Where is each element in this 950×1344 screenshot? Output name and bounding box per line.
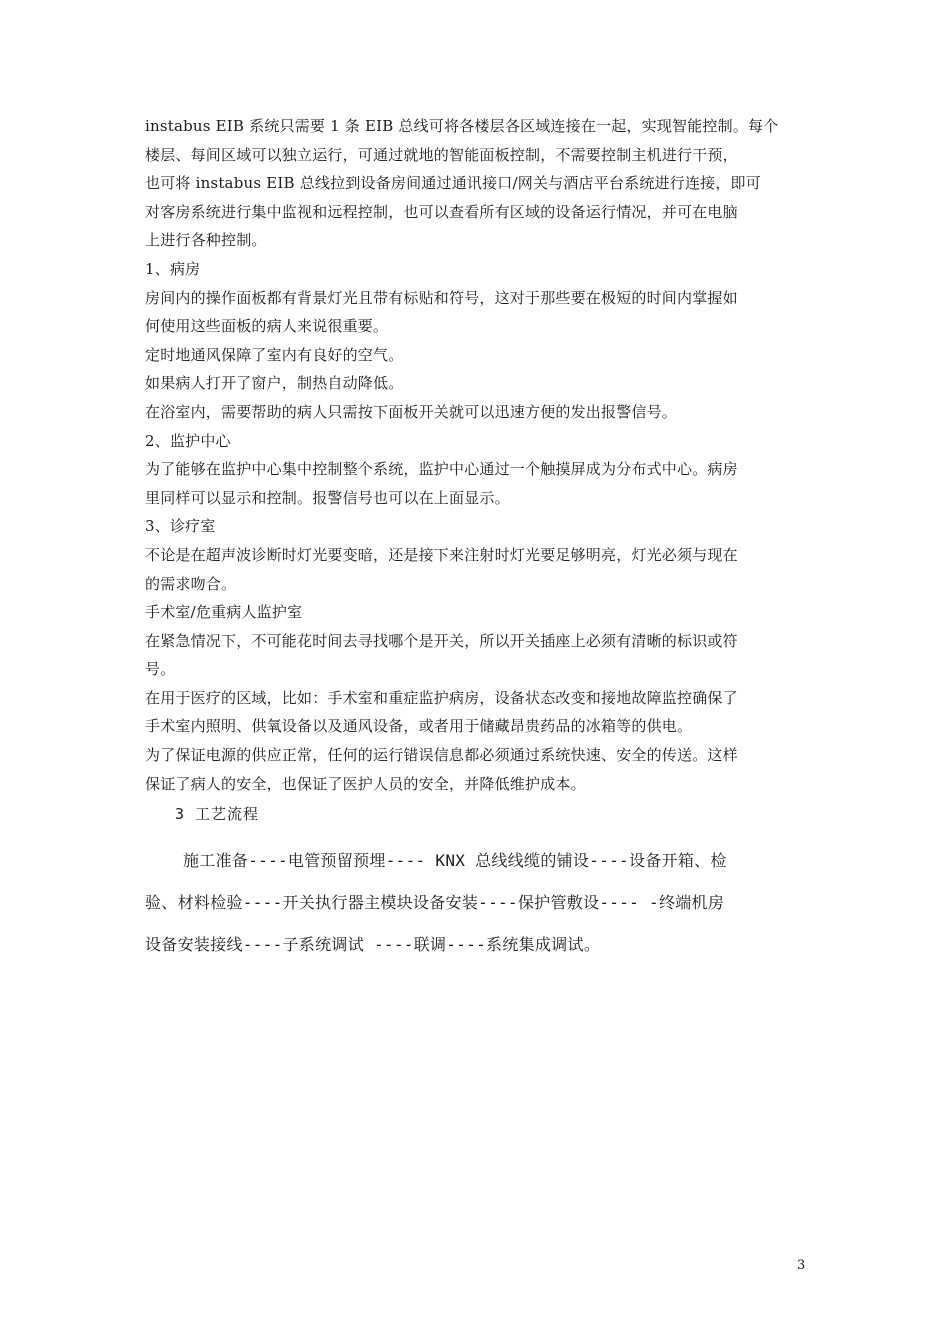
text-line: 为了能够在监护中心集中控制整个系统，监护中心通过一个触摸屏成为分布式中心。病房 <box>145 460 738 479</box>
heading-text: 1、病房 <box>145 259 201 278</box>
text-line: 定时地通风保障了室内有良好的空气。 <box>145 345 404 364</box>
intro-paragraph <box>145 112 809 255</box>
text-line: 如果病人打开了窗户，制热自动降低。 <box>145 374 404 393</box>
text-line: 手术室/危重病人监护室 <box>145 603 303 622</box>
text-line: 何使用这些面板的病人来说很重要。 <box>145 317 389 336</box>
text-line: 在用于医疗的区域，比如：手术室和重症监护病房，设备状态改变和接地故障监控确保了 <box>145 688 738 707</box>
text-line: instabus EIB 系统只需要 1 条 EIB 总线可将各楼层各区域连接在一起，实现智能控制。每个 <box>145 117 779 135</box>
text-line: 楼层、每间区域可以独立运行，可通过就地的智能面板控制，不需要控制主机进行干预， <box>145 145 738 164</box>
text-line: 也可将 instabus EIB 总线拉到设备房间通过通讯接口/网关与酒店平台系统进行连接，即可 <box>145 174 761 193</box>
text-line: 保证了病人的安全，也保证了医护人员的安全，并降低维护成本。 <box>145 774 586 793</box>
text-line: 房间内的操作面板都有背景灯光且带有标贴和符号，这对于那些要在极短的时间内掌握如 <box>145 288 738 307</box>
text-line: 在浴室内，需要帮助的病人只需按下面板开关就可以迅速方便的发出报警信号。 <box>145 402 678 421</box>
text-line: 不论是在超声波诊断时灯光要变暗，还是接下来注射时灯光要足够明亮，灯光必须与现在 <box>145 545 738 564</box>
text-line: 号。 <box>145 660 176 679</box>
text-line: 手术室内照明、供氧设备以及通风设备，或者用于储藏昂贵药品的冰箱等的供电。 <box>145 717 693 736</box>
process-paragraph <box>145 840 809 966</box>
process-heading: 3 工艺流程 <box>175 805 260 824</box>
text-line: 为了保证电源的供应正常，任何的运行错误信息都必须通过系统快速、安全的传送。这样 <box>145 746 738 765</box>
ward-paragraph <box>145 284 809 427</box>
text-line: 设备安装接线----子系统调试 ----联调----系统集成调试。 <box>145 935 601 955</box>
page-number: 3 <box>797 1258 806 1273</box>
section-heading-monitoring-center <box>145 427 809 456</box>
monitoring-paragraph <box>145 455 809 512</box>
text-line: 的需求吻合。 <box>145 574 237 593</box>
text-line: 对客房系统进行集中监视和远程控制，也可以查看所有区域的设备运行情况，并可在电脑 <box>145 202 738 221</box>
document-body <box>145 112 809 966</box>
text-line: 里同样可以显示和控制。报警信号也可以在上面显示。 <box>145 488 510 507</box>
heading-text: 2、监护中心 <box>145 431 231 450</box>
text-line: 上进行各种控制。 <box>145 231 267 250</box>
clinic-paragraph <box>145 541 809 798</box>
text-line: 在紧急情况下，不可能花时间去寻找哪个是开关，所以开关插座上必须有清晰的标识或符 <box>145 631 738 650</box>
text-line: 施工准备----电管预留预埋---- KNX 总线线缆的铺设----设备开箱、检 <box>183 851 727 871</box>
heading-text: 3、诊疗室 <box>145 517 216 536</box>
section-heading-clinic <box>145 512 809 541</box>
section-heading-ward <box>145 255 809 284</box>
text-line: 验、材料检验----开关执行器主模块设备安装----保护管敷设---- -终端机房 <box>145 893 725 913</box>
